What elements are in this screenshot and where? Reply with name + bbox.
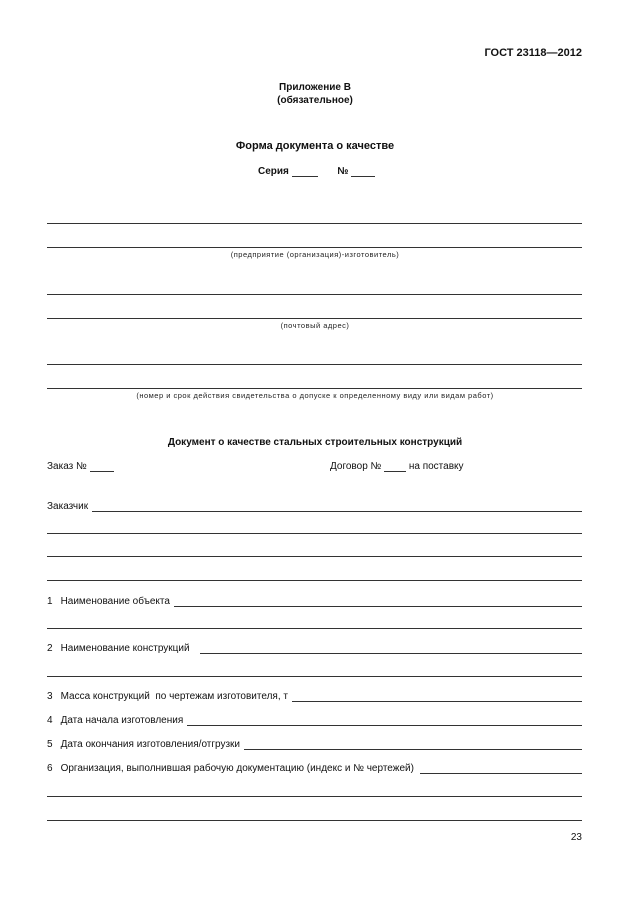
number-label: №	[337, 166, 349, 177]
item-3-label: Масса конструкций по чертежам изготовителя, т	[60, 691, 288, 702]
order-label: Заказ №	[47, 461, 87, 472]
customer-row	[47, 498, 582, 512]
item-1-row	[47, 593, 582, 607]
item-2-label: Наименование конструкций	[60, 643, 190, 654]
order-number-field[interactable]	[90, 461, 114, 472]
certificate-caption: (номер и срок действия свидетельства о допуске к определенному виду или видам работ)	[136, 391, 494, 400]
certificate-line-1[interactable]	[47, 364, 582, 365]
series-field[interactable]	[292, 166, 318, 177]
item-2-number: 2	[47, 643, 53, 654]
number-field[interactable]	[351, 166, 375, 177]
item-6-field[interactable]	[420, 763, 582, 774]
item-4-row	[47, 712, 582, 726]
item-6-line-2[interactable]	[47, 796, 582, 797]
form-title: Форма документа о качестве	[235, 140, 395, 152]
item-5-number: 5	[47, 739, 53, 750]
item-4-number: 4	[47, 715, 53, 726]
item-4-field[interactable]	[187, 715, 582, 726]
manufacturer-caption: (предприятие (организация)-изготовитель)	[230, 250, 400, 259]
appendix-title: Приложение В	[279, 82, 351, 93]
item-1-label: Наименование объекта	[60, 596, 170, 607]
contract-number-field[interactable]	[384, 461, 406, 472]
customer-line-3[interactable]	[47, 556, 582, 557]
series-number-row	[258, 166, 375, 177]
item-2-row	[47, 640, 582, 654]
item-5-label: Дата окончания изготовления/отгрузки	[60, 739, 241, 750]
manufacturer-line-1[interactable]	[47, 223, 582, 224]
document-code: ГОСТ 23118—2012	[484, 47, 582, 59]
series-label: Серия	[258, 166, 289, 177]
item-6-row	[47, 760, 582, 774]
item-3-row	[47, 688, 582, 702]
item-6-number: 6	[47, 763, 53, 774]
item-6-line-3[interactable]	[47, 820, 582, 821]
customer-line-4[interactable]	[47, 580, 582, 581]
customer-field[interactable]	[92, 501, 582, 512]
customer-line-2[interactable]	[47, 533, 582, 534]
item-1-number: 1	[47, 596, 53, 607]
item-5-field[interactable]	[244, 739, 582, 750]
contract-label: Договор №	[330, 461, 382, 472]
contract-suffix: на поставку	[408, 461, 464, 472]
item-4-label: Дата начала изготовления	[60, 715, 184, 726]
certificate-line-2[interactable]	[47, 388, 582, 389]
item-2-field[interactable]	[200, 643, 582, 654]
address-line-1[interactable]	[47, 294, 582, 295]
customer-label: Заказчик	[47, 501, 89, 512]
item-3-number: 3	[47, 691, 53, 702]
item-1-field[interactable]	[174, 596, 582, 607]
document-title: Документ о качестве стальных строительных конструкций	[167, 437, 463, 448]
address-line-2[interactable]	[47, 318, 582, 319]
item-2-line-2[interactable]	[47, 676, 582, 677]
item-3-field[interactable]	[292, 691, 582, 702]
address-caption: (почтовый адрес)	[280, 321, 350, 330]
page-number: 23	[570, 832, 582, 843]
appendix-subtitle: (обязательное)	[277, 95, 353, 106]
manufacturer-line-2[interactable]	[47, 247, 582, 248]
order-row	[47, 461, 114, 472]
item-6-label: Организация, выполнившая рабочую документацию (индекс и № чертежей)	[60, 763, 414, 774]
item-1-line-2[interactable]	[47, 628, 582, 629]
item-5-row	[47, 736, 582, 750]
contract-row	[330, 461, 464, 472]
